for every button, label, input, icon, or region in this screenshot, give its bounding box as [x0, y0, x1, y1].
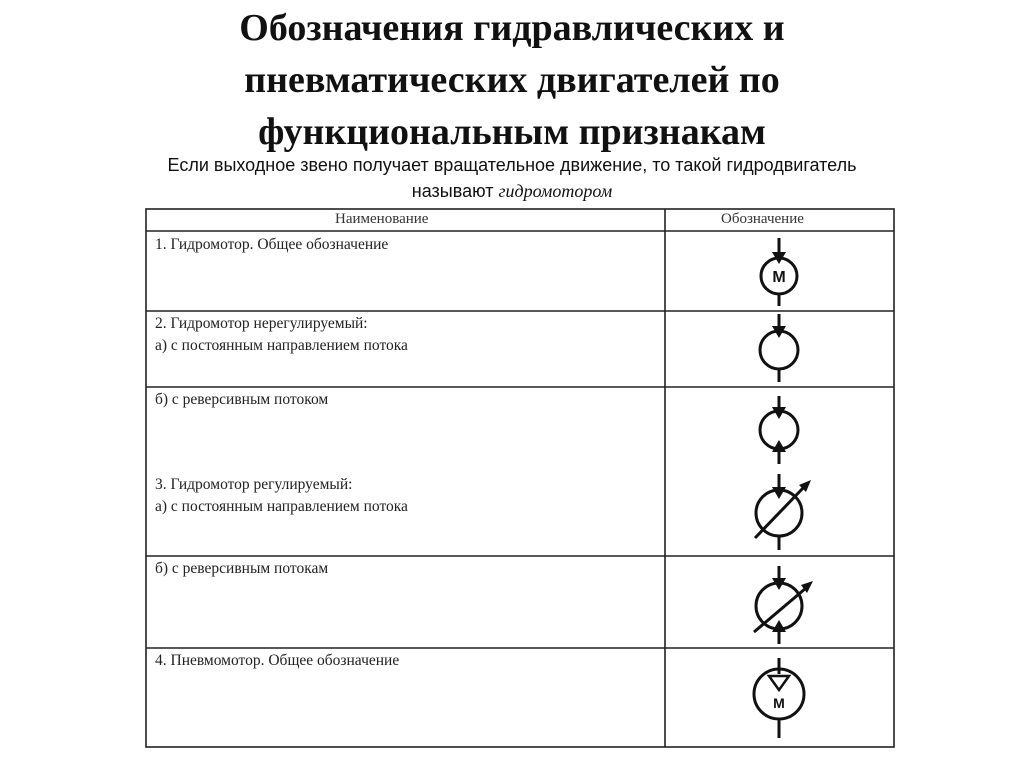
row-3-line-1: б) с реверсивным потоком: [155, 391, 329, 408]
gidromotor-variable-reversible-symbol: [754, 566, 813, 644]
slide-subtitle: [0, 152, 1024, 204]
row-4-text: [155, 474, 408, 518]
symbols-table: [145, 208, 897, 750]
row-2-line-1: 2. Гидромотор нерегулируемый:: [155, 315, 368, 332]
row-6-text: [155, 650, 399, 672]
row-4-line-1: 3. Гидромотор регулируемый:: [155, 476, 353, 493]
row-1-line-1: 1. Гидромотор. Общее обозначение: [155, 236, 389, 253]
motor-letter-1: М: [772, 269, 786, 286]
row-2-line-2: а) с постоянным направлением потока: [155, 337, 408, 354]
gidromotor-fixed-constant-symbol: [760, 314, 798, 382]
gidromotor-variable-constant-symbol: [755, 474, 811, 550]
subtitle-emphasis: гидромотором: [498, 181, 613, 201]
row-1-text: [155, 234, 388, 256]
row-6-line-1: 4. Пневмомотор. Общее обозначение: [155, 652, 400, 669]
row-5-line-1: б) с реверсивным потокам: [155, 560, 329, 577]
row-4-line-2: а) с постоянным направлением потока: [155, 498, 408, 515]
title-line-2: пневматических двигателей по: [244, 59, 780, 101]
title-line-3: функциональным признакам: [258, 111, 766, 153]
subtitle-line-1: Если выходное звено получает вращательное движение, то такой гидродвигатель: [167, 155, 857, 175]
header-symbol: Обозначение: [721, 211, 804, 227]
gidromotor-fixed-reversible-symbol: [760, 396, 798, 464]
row-3-text: [155, 389, 328, 411]
header-name: Наименование: [335, 211, 429, 227]
subtitle-prefix: называют: [411, 181, 499, 201]
subtitle-line-2: [0, 178, 1024, 204]
title-line-1: Обозначения гидравлических и: [239, 7, 785, 49]
motor-letter-2: М: [773, 695, 785, 711]
row-5-text: [155, 558, 328, 580]
row-2-text: [155, 313, 408, 357]
slide-title: [0, 2, 1024, 158]
